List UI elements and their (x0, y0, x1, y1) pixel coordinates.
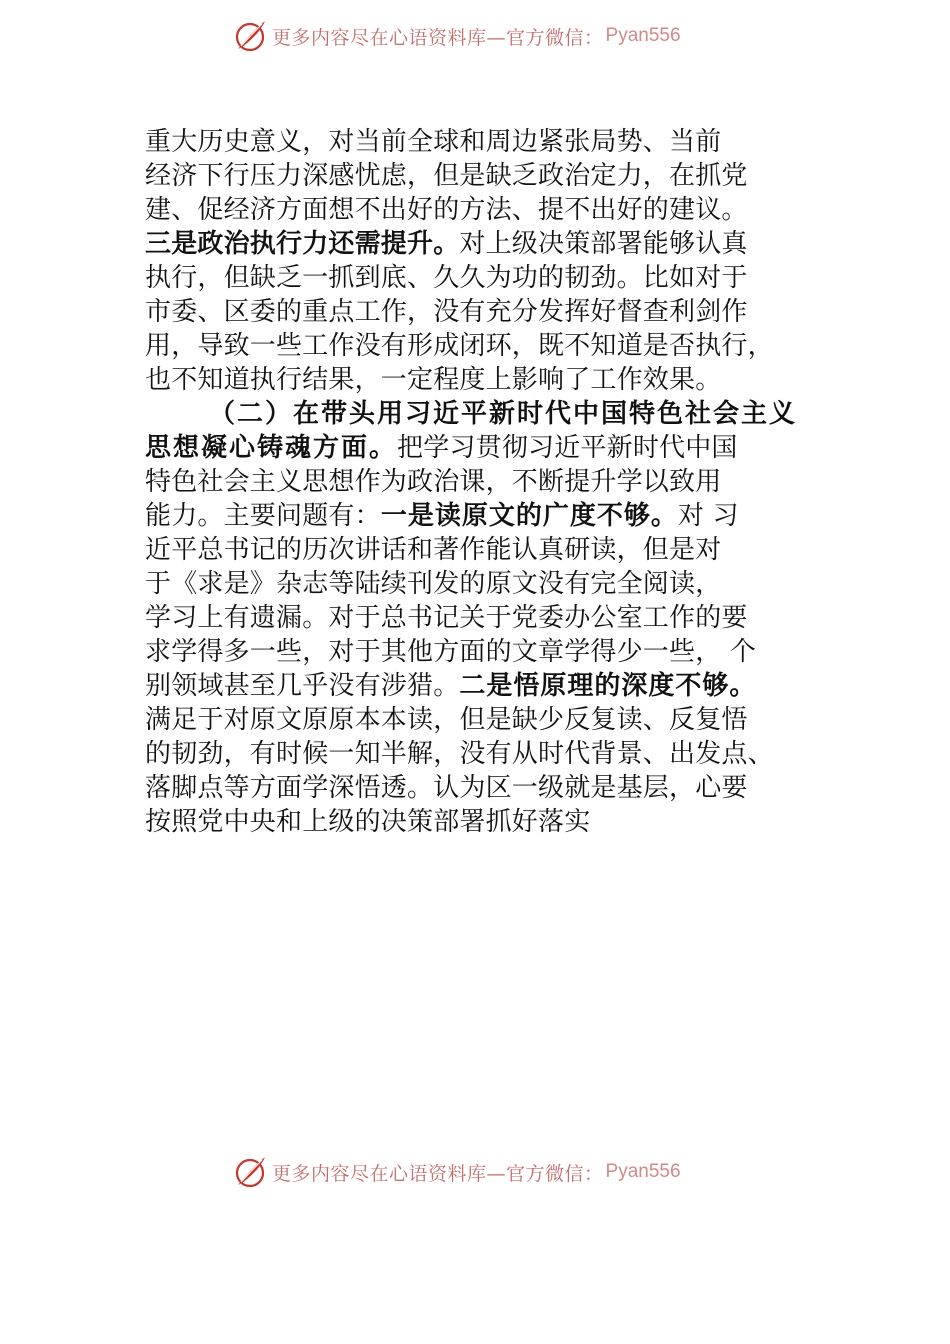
text-line: 用，导致一些工作没有形成闭环，既不知道是否执行， (145, 331, 774, 361)
header-slogan: 更多内容尽在心语资料库—官方微信： (272, 26, 604, 49)
text-line (145, 227, 845, 261)
document-body (145, 125, 845, 839)
text-run: 别领域甚至几乎没有涉猎。 (145, 671, 460, 701)
text-run: 对上级决策部署能够认真 (459, 229, 748, 259)
point-heading-kai: 一是读原文的广度不够。 (380, 501, 678, 531)
feather-pen-icon (232, 1154, 268, 1190)
text-line: 求学得多一些，对于其他方面的文章学得少一些， 个 (145, 637, 757, 667)
text-run: 对 习 (677, 501, 739, 531)
feather-pen-icon (232, 18, 268, 54)
header-banner (232, 16, 681, 56)
text-line: 经济下行压力深感忧虑，但是缺乏政治定力，在抓党 (145, 161, 748, 191)
text-line: 落脚点等方面学深悟透。认为区一级就是基层，心要 (145, 773, 748, 803)
footer-wechat-handle: Pyan556 (605, 1161, 681, 1182)
text-line: 特色社会主义思想作为政治课，不断提升学以致用 (145, 467, 722, 497)
footer-banner (232, 1152, 681, 1192)
text-line: 于《求是》杂志等陆续刊发的原文没有完全阅读， (145, 569, 722, 599)
text-line: 市委、区委的重点工作，没有充分发挥好督查利剑作 (145, 297, 748, 327)
point-heading-kai: 二是悟原理的深度不够。 (459, 671, 757, 701)
text-line: 执行，但缺乏一抓到底、久久为功的韧劲。比如对于 (145, 263, 748, 293)
text-run: 能力。主要问题有： (145, 501, 381, 531)
text-line: 满足于对原文原原本本读，但是缺少反复读、反复悟 (145, 705, 748, 735)
text-line: 也不知道执行结果，一定程度上影响了工作效果。 (145, 365, 722, 395)
text-line: 建、促经济方面想不出好的方法、提不出好的建议。 (145, 195, 748, 225)
point-heading-bold: 三是政治执行力还需提升。 (145, 229, 460, 259)
text-run: 把学习贯彻习近平新时代中国 (397, 433, 738, 463)
text-line (145, 499, 845, 533)
text-line (145, 669, 845, 703)
text-line (145, 431, 845, 465)
text-line: 近平总书记的历次讲话和著作能认真研读，但是对 (145, 535, 722, 565)
footer-slogan: 更多内容尽在心语资料库—官方微信： (272, 1162, 604, 1185)
section-heading: （二）在带头用习近平新时代中国特色社会主义 (209, 399, 798, 429)
text-line: 按照党中央和上级的决策部署抓好落实 (145, 807, 591, 837)
text-line: 学习上有遗漏。对于总书记关于党委办公室工作的要 (145, 603, 748, 633)
text-line: 的韧劲，有时候一知半解，没有从时代背景、出发点、 (145, 739, 774, 769)
section-heading-cont: 思想凝心铸魂方面。 (145, 433, 398, 463)
header-wechat-handle: Pyan556 (605, 25, 681, 46)
text-line: 重大历史意义，对当前全球和周边紧张局势、当前 (145, 127, 722, 157)
